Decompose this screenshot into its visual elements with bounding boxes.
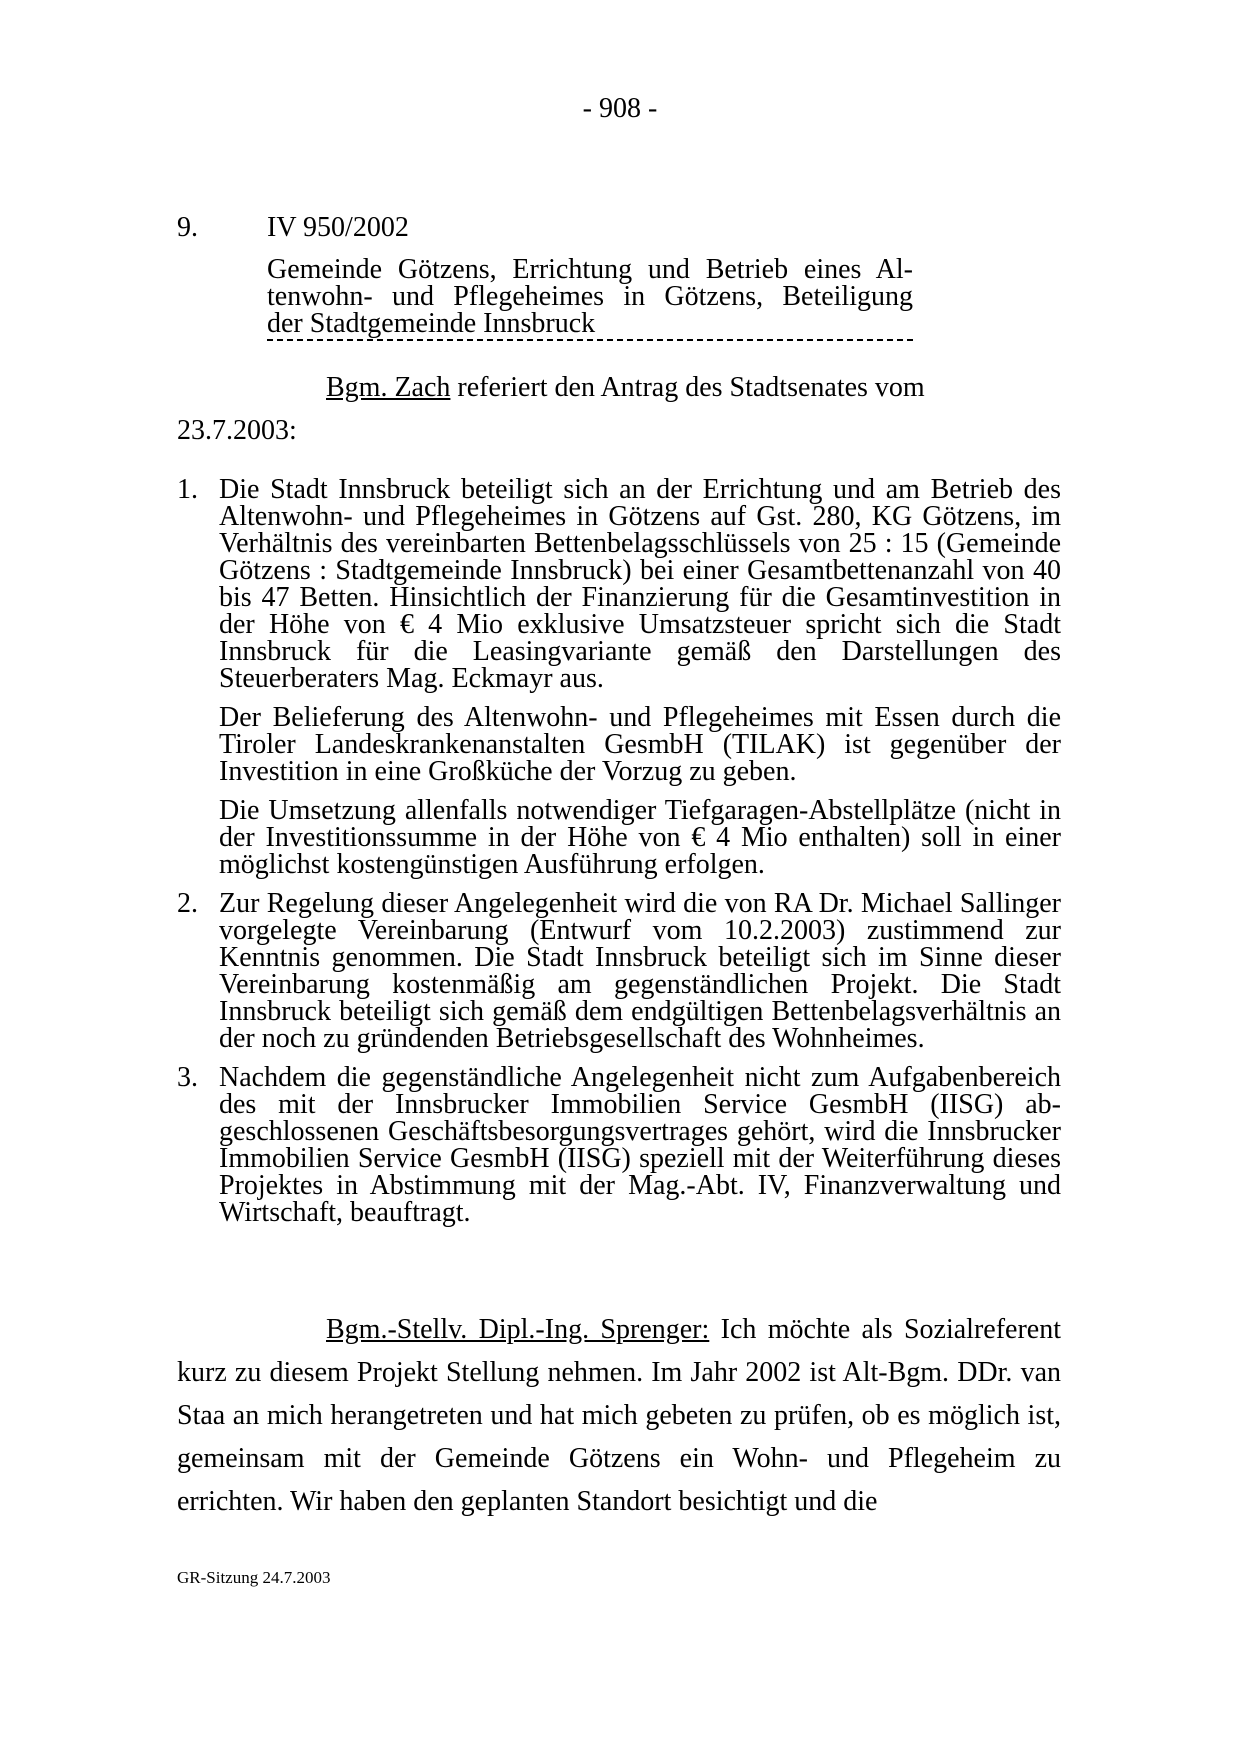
speech-speaker: Bgm.-Stellv. Dipl.-Ing. Sprenger:	[326, 1314, 710, 1345]
page-footer: GR-Sitzung 24.7.2003	[177, 1568, 331, 1587]
dashed-separator	[267, 339, 913, 341]
intro-speaker: Bgm. Zach	[326, 372, 451, 403]
list-item	[177, 1064, 1061, 1226]
speech-paragraph	[177, 1308, 1061, 1523]
intro-date: 23.7.2003:	[177, 415, 297, 446]
list-item	[177, 476, 1061, 878]
page-number: - 908 -	[582, 93, 658, 124]
title-line-2: tenwohn- und Pflegeheimes in Götzens, Beteiligung	[267, 281, 913, 312]
speech-text: Ich möchte als Sozialreferent kurz zu diesem Projekt Stellung nehmen. Im Jahr 2002 ist Alt-Bgm. DDr. van Staa an mich herangetreten und hat mich gebeten zu prüfen, ob es möglich ist, gemeinsam mit der Gemeinde Götzens ein Wohn- und Pflegeheim zu errichten. Wir haben den geplanten Standort besichtigt und die	[177, 1314, 1061, 1517]
agenda-item-title	[267, 256, 913, 337]
agenda-item-reference: IV 950/2002	[267, 212, 409, 243]
list-paragraph: Zur Regelung dieser Angelegenheit wird die von RA Dr. Michael Sallinger vorgelegte Vereinbarung (Entwurf vom 10.2.2003) zustimmend zur Kenntnis genommen. Die Stadt Innsbruck beteiligt sich im Sinne dieser Vereinbarung kostenmäßig am gegenständlichen Projekt. Die Stadt Innsbruck beteiligt sich gemäß dem endgültigen Bettenbelagsverhältnis an der noch zu gründenden Betriebsgesellschaft des Wohnheimes.	[219, 888, 1061, 1054]
list-paragraph: Die Stadt Innsbruck beteiligt sich an der Errichtung und am Betrieb des Altenwohn- und Pflegeheimes in Götzens auf Gst. 280, KG Götzens, im Verhältnis des vereinbarten Bettenbelagsschlüssels von 25 : 15 (Gemeinde Götzens : Stadtgemeinde Innsbruck) bei einer Gesamtbettenanzahl von 40 bis 47 Betten. Hinsichtlich der Finanzierung für die Gesamtinvestition in der Höhe von € 4 Mio exklusive Umsatzsteuer spricht sich die Stadt Innsbruck für die Leasingvariante gemäß den Darstellungen des Steuerberaters Mag. Eckmayr aus.	[219, 474, 1061, 694]
list-paragraph: Der Belieferung des Altenwohn- und Pflegeheimes mit Essen durch die Tiroler Landeskrankenanstalten GesmbH (TILAK) ist gegenüber der Investition in eine Großküche der Vorzug zu geben.	[219, 702, 1061, 787]
title-line-1: Gemeinde Götzens, Errichtung und Betrieb eines Al-	[267, 254, 913, 285]
list-item-number: 1.	[177, 474, 198, 505]
title-line-3: der Stadtgemeinde Innsbruck	[267, 308, 596, 339]
list-paragraph: Die Umsetzung allenfalls notwendiger Tiefgaragen-Abstellplätze (nicht in der Investitionssumme in der Höhe von € 4 Mio enthalten) soll in einer möglichst kostengünstigen Ausführung erfolgen.	[219, 795, 1061, 880]
intro-line	[177, 366, 947, 409]
list-paragraph: Nachdem die gegenständliche Angelegenheit nicht zum Aufgabenbereich des mit der Innsbrucker Immobilien Service GesmbH (IISG) abgeschlossenen Geschäftsbesorgungsvertrages gehört, wird die Innsbrucker Immobilien Service GesmbH (IISG) speziell mit der Weiterführung dieses Projektes in Abstimmung mit der Mag.-Abt. IV, Finanzverwaltung und Wirtschaft, beauftragt.	[219, 1062, 1061, 1228]
intro-text: referiert den Antrag des Stadtsenates vom	[450, 372, 925, 403]
list-item-number: 3.	[177, 1062, 198, 1093]
list-item-number: 2.	[177, 888, 198, 919]
motion-list	[177, 476, 1061, 1238]
list-item	[177, 890, 1061, 1052]
intro-paragraph	[177, 366, 947, 452]
agenda-item-number: 9.	[177, 212, 198, 243]
